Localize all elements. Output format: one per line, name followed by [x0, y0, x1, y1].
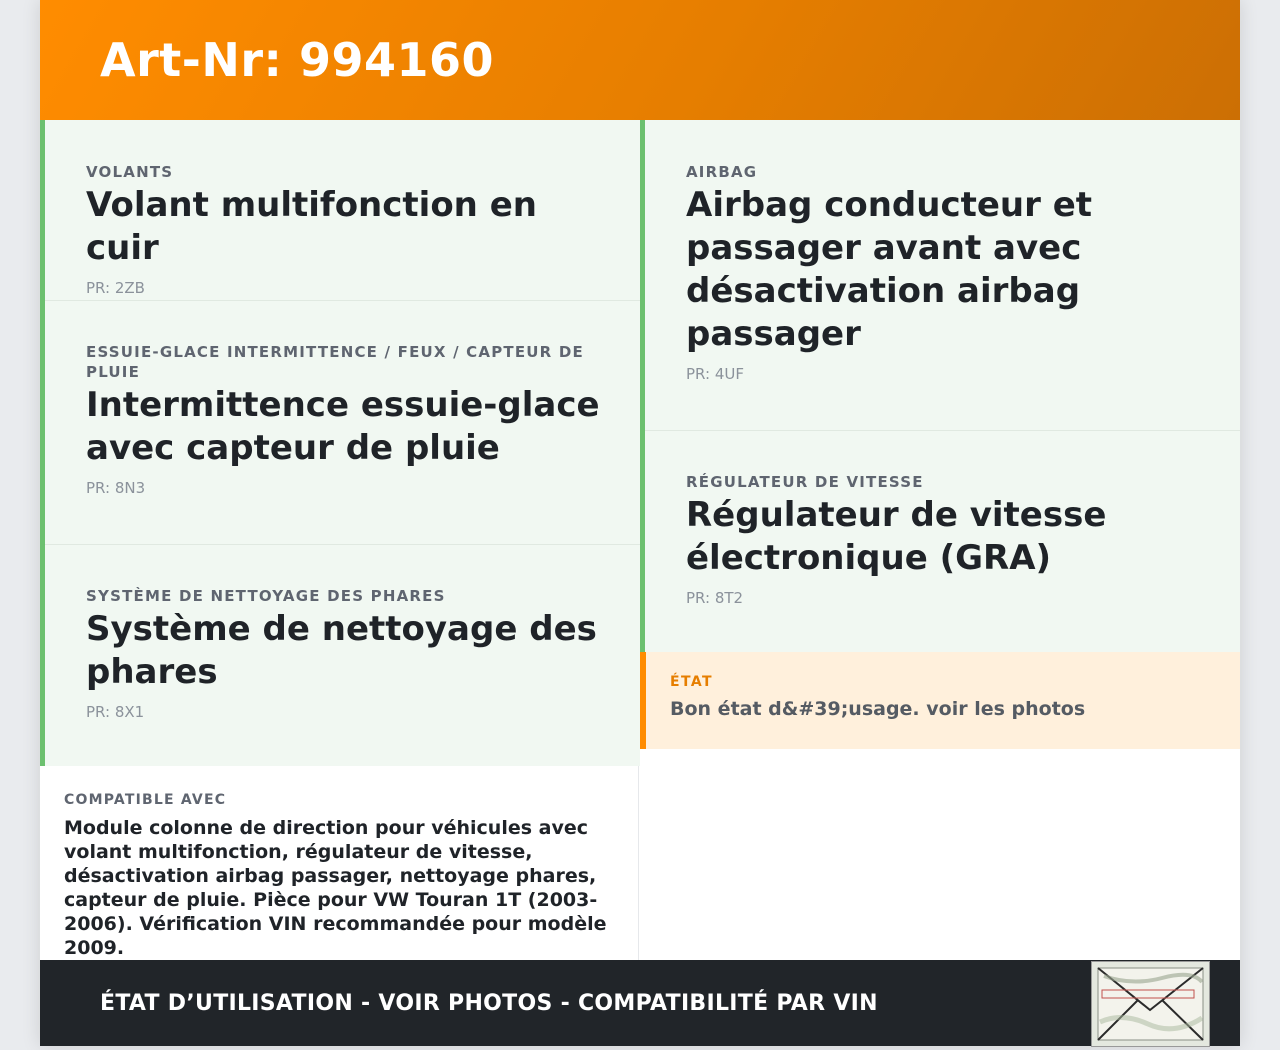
divider	[45, 300, 640, 301]
feature-category: ESSUIE-GLACE INTERMITTENCE / FEUX / CAPTEUR DE PLUIE	[86, 343, 584, 381]
compatibility-text: Module colonne de direction pour véhicules avec volant multifonction, régulateur de vitesse, désactivation airbag passager, nettoyage phares, capteur de pluie. Pièce pour VW Touran 1T (2003-2006). Vérification VIN recommandée pour modèle 2009.	[64, 817, 607, 959]
feature-title: Intermittence essuie-glace avec capteur de pluie	[86, 385, 600, 468]
feature-title: Volant multifonction en cuir	[86, 185, 537, 268]
feature-card-steering-wheel	[40, 120, 640, 300]
condition-box	[640, 652, 1240, 749]
condition-label: ÉTAT	[670, 674, 713, 690]
feature-card-wiper	[40, 300, 640, 544]
feature-pr-code: PR: 2ZB	[86, 279, 145, 297]
feature-category: AIRBAG	[686, 163, 758, 181]
feature-pr-code: PR: 8X1	[86, 703, 145, 721]
feature-title: Système de nettoyage des phares	[86, 609, 597, 692]
feature-category: RÉGULATEUR DE VITESSE	[686, 473, 924, 491]
feature-card-airbag	[640, 120, 1240, 430]
feature-pr-code: PR: 8N3	[86, 479, 146, 497]
document-thumbnail[interactable]	[1091, 961, 1210, 1047]
page	[40, 0, 1240, 1046]
envelope-icon	[1092, 962, 1209, 1046]
footer-text: ÉTAT D’UTILISATION - VOIR PHOTOS - COMPATIBILITÉ PAR VIN	[100, 990, 878, 1016]
right-column	[640, 120, 1240, 960]
page-title: Art-Nr: 994160	[100, 33, 495, 87]
left-column	[40, 120, 640, 960]
condition-text: Bon état d&#39;usage. voir les photos	[670, 698, 1086, 720]
feature-pr-code: PR: 4UF	[686, 365, 744, 383]
feature-title: Airbag conducteur et passager avant avec désactivation airbag passager	[686, 185, 1093, 354]
header	[40, 0, 1240, 120]
feature-category: SYSTÈME DE NETTOYAGE DES PHARES	[86, 587, 446, 605]
feature-title: Régulateur de vitesse électronique (GRA)	[686, 495, 1107, 578]
divider	[45, 544, 640, 545]
compatibility-label: COMPATIBLE AVEC	[64, 792, 227, 808]
footer-banner	[40, 960, 1240, 1046]
feature-category: VOLANTS	[86, 163, 174, 181]
feature-card-headlight-washer	[40, 544, 640, 766]
divider	[645, 430, 1240, 431]
compatibility-section	[40, 766, 639, 960]
feature-card-cruise-control	[640, 430, 1240, 652]
feature-pr-code: PR: 8T2	[686, 589, 744, 607]
features-grid	[40, 120, 1240, 960]
